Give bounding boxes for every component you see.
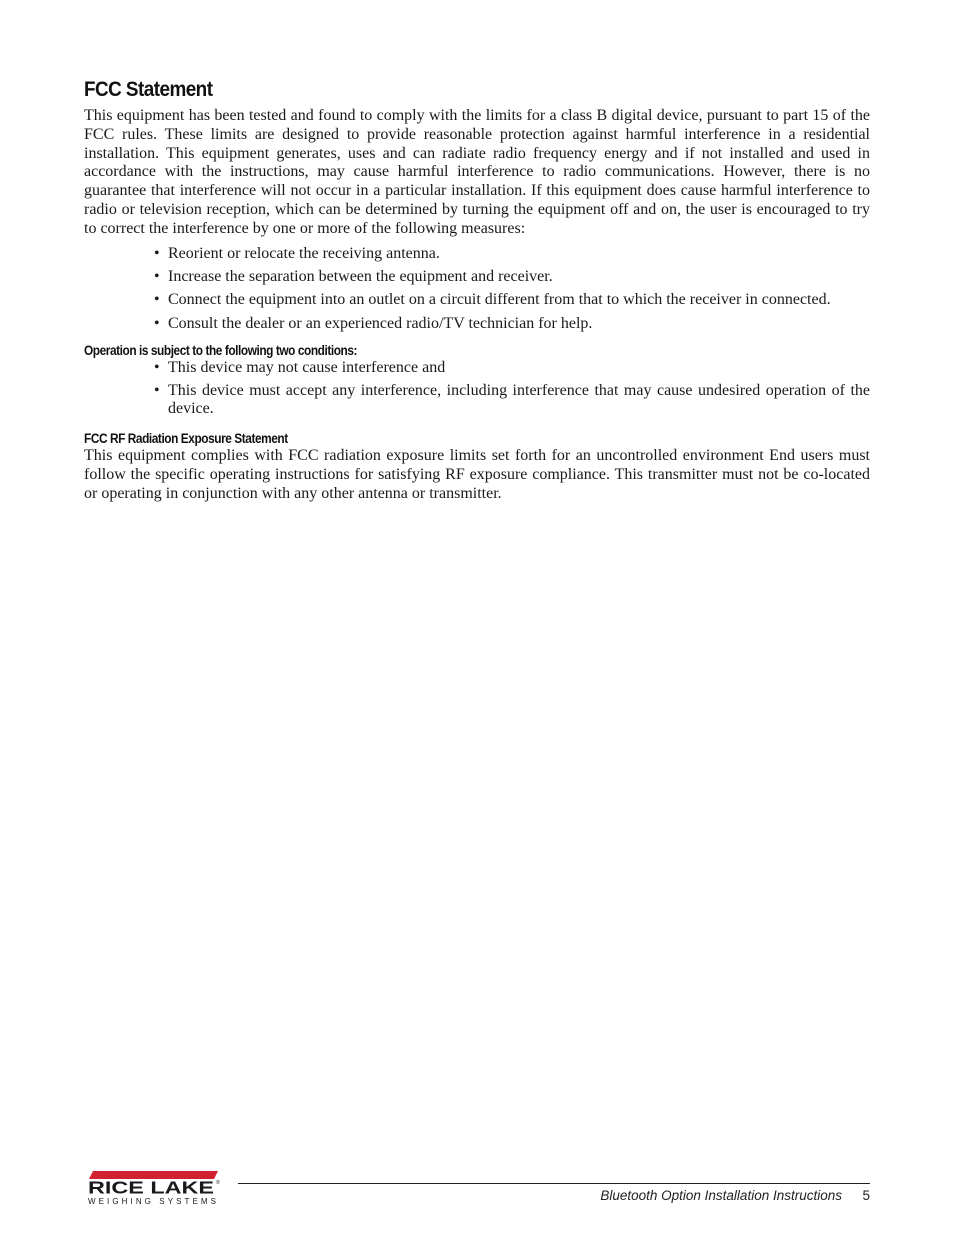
list-item: • Increase the separation between the equipment and receiver. <box>154 267 553 285</box>
rice-lake-logo <box>87 1171 222 1211</box>
footer-divider <box>238 1183 870 1184</box>
rf-exposure-heading: FCC RF Radiation Exposure Statement <box>84 431 288 447</box>
page-number: 5 <box>862 1188 870 1203</box>
logo-registered-mark: ® <box>216 1180 220 1186</box>
list-item: • This device must accept any interference, including interference that may cause undesired operation of the device. <box>154 382 870 418</box>
list-item: • Reorient or relocate the receiving antenna. <box>154 244 440 262</box>
fcc-measures-list <box>84 245 870 333</box>
list-item: • Consult the dealer or an experienced radio/TV technician for help. <box>154 314 593 332</box>
list-item: • Connect the equipment into an outlet on a circuit different from that to which the receiver in connected. <box>154 291 831 309</box>
rf-exposure-paragraph: This equipment complies with FCC radiation exposure limits set forth for an uncontrolled environment End users must follow the specific operating instructions for satisfying RF exposure compliance. This transmitter must not be co-located or operating in conjunction with any other antenna or transmitter. <box>84 447 870 502</box>
list-item: • This device may not cause interference and <box>154 358 446 376</box>
bullet-glyph: • <box>154 382 160 400</box>
bullet-glyph: • <box>154 244 160 262</box>
page-content <box>84 76 870 504</box>
bullet-glyph: • <box>154 291 160 309</box>
logo-wordmark: RICE LAKE <box>88 1177 214 1198</box>
bullet-glyph: • <box>154 358 160 376</box>
fcc-intro-paragraph: This equipment has been tested and found to comply with the limits for a class B digital device, pursuant to part 15 of the FCC rules. These limits are designed to provide reasonable protection against harmful interference in a residential installation. This equipment generates, uses and can radiate radio frequency energy and if not installed and used in accordance with the instructions, may cause harmful interference to radio communications. However, there is no guarantee that interference will not occur in a particular installation. If this equipment does cause harmful interference to radio or television reception, which can be determined by turning the equipment off and on, the user is encouraged to try to correct the interference by one or more of the following measures: <box>84 107 870 237</box>
fcc-statement-heading: FCC Statement <box>84 78 213 101</box>
conditions-list <box>84 359 870 418</box>
logo-tagline: WEIGHING SYSTEMS <box>88 1197 216 1206</box>
bullet-glyph: • <box>154 267 160 285</box>
conditions-heading: Operation is subject to the following two conditions: <box>84 342 358 358</box>
bullet-glyph: • <box>154 314 160 332</box>
footer-document-title: Bluetooth Option Installation Instructions <box>600 1188 842 1203</box>
